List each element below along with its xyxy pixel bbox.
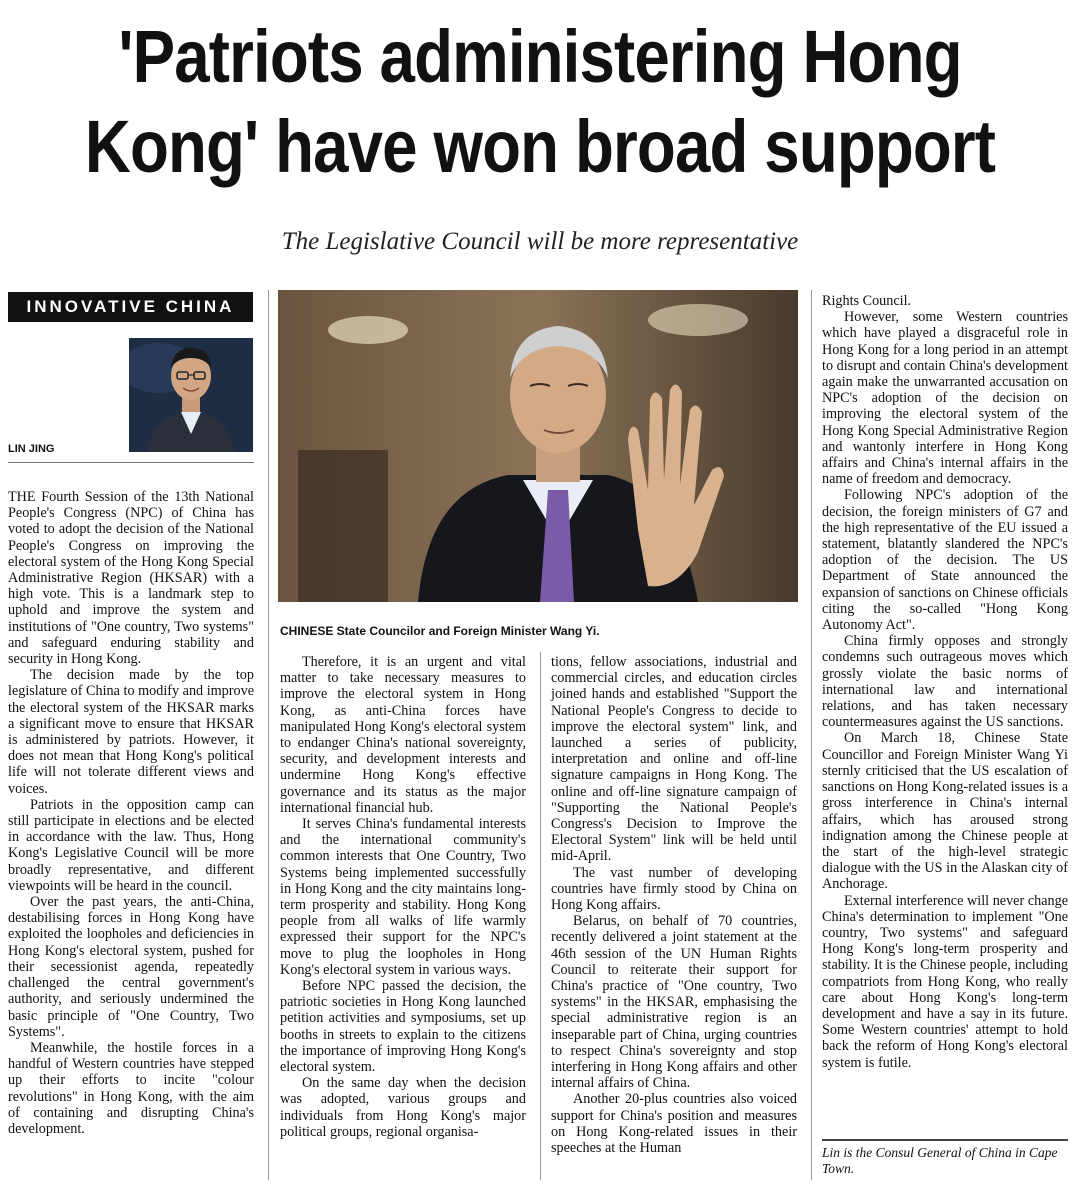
paragraph: Following NPC's adoption of the decision, the foreign ministers of G7 and the high representative of the EU issued a statement, blatantly slandered the NPC's adoption of the decision. The US Department of State announced the expansion of sanctions on Chinese officials citing the so-called "Hong Kong Autonomy Act". xyxy=(822,487,1069,634)
paragraph: Meanwhile, the hostile forces in a handful of Western countries have stepped up their efforts to incite "colour revolutions" in Hong Kong, with the aim of containing and disrupting China's development. xyxy=(8,1039,254,1137)
paragraph: However, some Western countries which have played a disgraceful role in Hong Kong for a long period in an attempt to disrupt and contain China's development again make the unwarranted accusation on NPC's adoption of the decision on improving the electoral system of the Hong Kong Special Administrative Region and wantonly interfere in Hong Kong affairs and China's internal affairs in the name of freedom and democracy. xyxy=(822,309,1068,488)
paragraph: China firmly opposes and strongly condemns such outrageous moves which grossly violate the basic norms of international law and international relations, and has taken necessary countermeasures against the US sanctions. xyxy=(822,633,1068,731)
paragraph: On the same day when the decision was adopted, various groups and individuals from Hong Kong's major political groups, regional organisa- xyxy=(280,1075,526,1140)
paragraph: External interference will never change China's determination to implement "One country, Two systems" and safeguard Hong Kong's long-term prosperity and stability. It is the Chinese people, including compatriots from Hong Kong, who really care about Hong Kong's long-term development and have a say in its future. Some Western countries' attempt to hold back the reform of Hong Kong's electoral system is futile. xyxy=(822,892,1068,1071)
article-column-4 xyxy=(822,293,1068,1071)
paragraph: Patriots in the opposition camp can still participate in elections and be elected in accordance with the law. Thus, Hong Kong's Legislative Council will be more broadly representative, and different viewpoints will be heard in the council. xyxy=(8,796,254,894)
author-footnote: Lin is the Consul General of China in Cape Town. xyxy=(822,1145,1058,1176)
column-divider xyxy=(540,652,541,1180)
paragraph: Another 20-plus countries also voiced support for China's position and measures on Hong Kong-related issues in their speeches at the Human xyxy=(551,1091,797,1157)
footnote-rule xyxy=(822,1139,1068,1141)
column-divider xyxy=(811,290,812,1180)
byline: LIN JING xyxy=(8,443,55,455)
standfirst: The Legislative Council will be more representative xyxy=(281,228,799,255)
headline-line-2: Kong' have won broad support xyxy=(84,105,996,188)
paragraph: Belarus, on behalf of 70 countries, recently delivered a joint statement at the 46th session of the UN Human Rights Council to reiterate their support for China's practice of "One country, Two systems" in the HKSAR, emphasising the special administrative region is an inseparable part of China, urging countries to respect China's sovereignty and stop interfering in Hong Kong affairs and other internal affairs of China. xyxy=(551,913,797,1092)
article-column-1 xyxy=(8,489,254,1137)
byline-rule xyxy=(8,462,254,463)
paragraph: Rights Council. xyxy=(822,293,912,309)
paragraph: tions, fellow associations, industrial and commercial circles, and education circles joined hands and established "Support the National People's Congress to decide to improve the electoral system" link, and launched a series of publicity, interpretation and online and off-line signature campaigns in Hong Kong. The online and off-line signature campaign of "Supporting the National People's Congress's Decision to Improve the Electoral System" link will be held until mid-April. xyxy=(551,654,797,865)
main-photo xyxy=(278,290,798,602)
paragraph: The decision made by the top legislature of China to modify and improve the electoral system of the HKSAR marks a significant move to ensure that HKSAR is administered by patriots. However, it does not mean that Hong Kong's political life will not tolerate different views and voices. xyxy=(8,667,254,797)
paragraph: The vast number of developing countries have firmly stood by China on Hong Kong affairs. xyxy=(551,864,797,914)
photo-caption: CHINESE State Councilor and Foreign Minister Wang Yi. xyxy=(280,624,600,638)
headline xyxy=(76,12,1005,192)
paragraph: It serves China's fundamental interests and the international community's common interests that One Country, Two Systems being implemented successfully in Hong Kong and the city maintains long-term prosperity and stability. Hong Kong people from all walks of life warmly expressed their support for the NPC's move to plug the loopholes in Hong Kong's electoral system in various ways. xyxy=(280,816,526,978)
column-divider xyxy=(268,290,269,1180)
paragraph: THE Fourth Session of the 13th National People's Congress (NPC) of China has voted to adopt the decision of the National People's Congress on improving the electoral system of the Hong Kong Special Administrative Region (HKSAR) with a high vote. This is a landmark step to uphold and improve the system and institutions of "One country, Two systems" and safeguard enduring stability and security in Hong Kong. xyxy=(8,489,254,668)
paragraph: Before NPC passed the decision, the patriotic societies in Hong Kong launched petition activities and symposiums, set up booths in streets to explain to the citizens the importance of improving Hong Kong's electoral system. xyxy=(280,978,526,1076)
section-rubric: INNOVATIVE CHINA xyxy=(8,292,253,322)
headline-line-1: 'Patriots administering Hong xyxy=(118,15,962,98)
article-column-2 xyxy=(280,654,526,1140)
author-photo xyxy=(129,338,253,452)
article-column-3 xyxy=(551,654,797,1156)
paragraph: Over the past years, the anti-China, destabilising forces in Hong Kong have exploited the loopholes and deficiencies in Hong Kong's electoral system, pushed for their secessionist agenda, repeatedly challenged the central government's authority, and seriously undermined the basic principle of "One Country, Two Systems". xyxy=(8,894,254,1040)
paragraph: On March 18, Chinese State Councillor and Foreign Minister Wang Yi sternly criticised that the US escalation of sanctions on Hong Kong-related issues is a gross interference in China's internal affairs, which has aroused strong indignation among the Chinese people at the start of the high-level strategic dialogue with the US in the Alaskan city of Anchorage. xyxy=(822,730,1068,893)
paragraph: Therefore, it is an urgent and vital matter to take necessary measures to improve the electoral system in Hong Kong, as anti-China forces have manipulated Hong Kong's electoral system to endanger China's national sovereignty, security, and development interests and undermine Hong Kong's effective governance and its status as the major international financial hub. xyxy=(280,654,526,816)
